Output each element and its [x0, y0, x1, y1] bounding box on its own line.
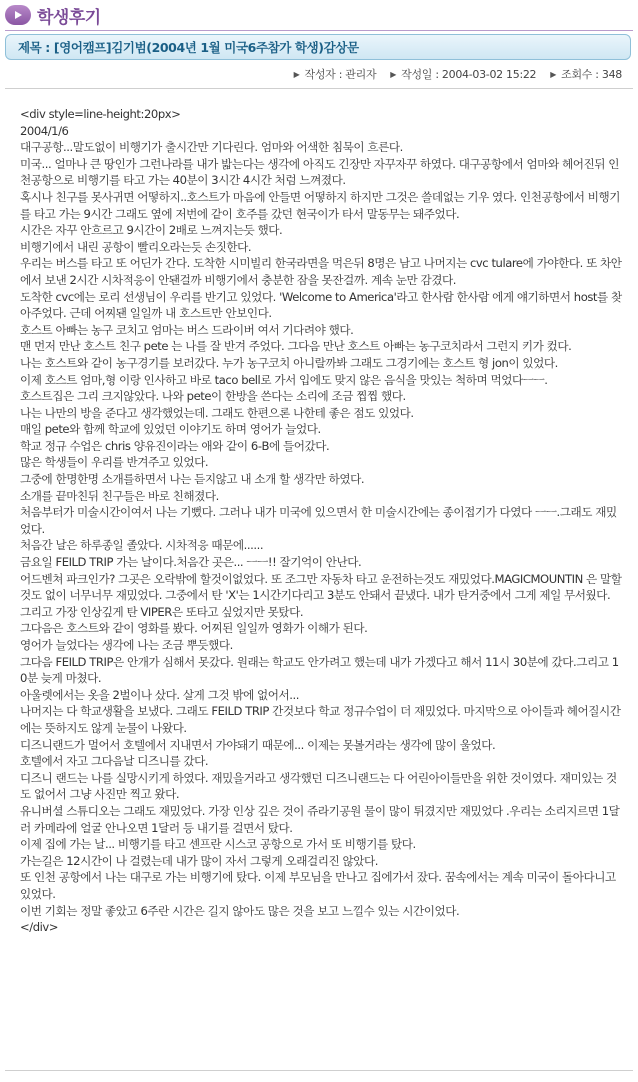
content-paragraph: 시간은 자꾸 안흐르고 9시간이 2배로 느껴지는듯 했다.	[20, 223, 283, 238]
content-paragraph: 영어가 늘었다는 생각에 나는 조금 뿌듯했다.	[20, 638, 233, 652]
content-paragraph: 많은 학생들이 우리를 반겨주고 있었다.	[20, 455, 209, 470]
content-paragraph: 금요일 FEILD TRIP 가는 날이다.처음간 곳은... ㅡㅡ!! 잘기억이 안난다.	[20, 555, 362, 570]
content-paragraph: 나는 나만의 방을 준다고 생각했었는데. 그래도 한편으론 나한테 좋은 점도 있었다.	[20, 405, 414, 420]
board-header	[5, 2, 101, 28]
content-paragraph: 나는 호스트와 같이 농구경기를 보러갔다. 누가 농구코치 아니랄까봐 그래도 그경기에는 호스트 형 jon이 있었다.	[20, 355, 558, 370]
content-paragraph: 도착한 cvc에는 로리 선생님이 우리를 반기고 있었다. 'Welcome to America'라고 한사람 한사람 에게 얘기하면서 host를 찾아주었다. 근데 어찌됀 일일까 내 호스트만 안보인다.	[20, 289, 622, 321]
content-paragraph: 비행기에서 내린 공항이 빨리오라는듯 손짓한다.	[20, 239, 252, 254]
content-paragraph: 소개를 끝마친뒤 친구들은 바로 친해졌다.	[20, 488, 219, 503]
content-paragraph: 호스트 아빠는 농구 코치고 엄마는 버스 드라이버 여서 기다려야 했다.	[20, 322, 354, 337]
post-date	[390, 66, 536, 82]
post-views-text: 조회수 : 348	[561, 68, 622, 81]
content-paragraph: 가는길은 12시간이 나 걸렸는데 내가 많이 자서 그렇게 오래걸리진 않았다.	[20, 853, 378, 868]
content-paragraph: 유니버셜 스튜디오는 그래도 재밌었다. 가장 인상 깊은 것이 쥬라기공원 물이 많이 튀겼지만 재밌었다 .우리는 소리지르면 1달러 카메라에 얼굴 안나오면 1달러 등 내기를 걸면서 탔다.	[20, 803, 620, 835]
content-paragraph: 우리는 버스를 타고 또 어딘가 간다. 도착한 시미빌리 한국라면을 먹은뒤 8명은 남고 나머지는 cvc tulare에 가야한다. 또 차안에서 보낸 2시간 시차적응이 안됀걸까 비행기에서 충분한 잠을 못잔걸까. 계속 눈만 감겼다.	[20, 256, 622, 287]
play-icon	[5, 5, 31, 25]
arrow-right-icon: ▶	[293, 69, 300, 79]
post-title-bar	[5, 34, 631, 60]
content-paragraph: 디즈니 랜드는 나를 실망시키게 하였다. 재밌을거라고 생각했던 디즈니랜드는 다 어린아이들만을 위한 것이였다. 재미있는 것도 없어서 그냥 사진만 찍고 왔다.	[20, 770, 617, 802]
content-paragraph: 대구공항...말도없이 비행기가 출시간만 기다린다. 엄마와 어색한 침묵이 흐른다.	[20, 140, 403, 155]
content-paragraph: 그중에 한명한명 소개를하면서 나는 듣지않고 내 소개 할 생각만 하였다.	[20, 472, 365, 487]
content-paragraph: 나머지는 다 학교생활을 보냈다. 그래도 FEILD TRIP 간것보다 학교 정규수업이 더 재밌었다. 마지막으로 아이들과 헤어질시간에는 뜻하지도 않게 눈물이 나왔다.	[20, 704, 621, 735]
post-author	[294, 66, 377, 82]
arrow-right-icon: ▶	[390, 69, 397, 79]
arrow-right-icon: ▶	[550, 69, 557, 79]
footer-divider	[5, 1070, 633, 1071]
content-paragraph: 디즈니랜드가 멀어서 호텔에서 지내면서 가야돼기 때문에... 이제는 못볼거라는 생각에 많이 울었다.	[20, 737, 496, 752]
content-paragraph: 매일 pete와 함께 학교에 있었던 이야기도 하며 영어가 늘었다.	[20, 422, 321, 437]
content-paragraph: 처음부터가 미술시간이여서 나는 기뻤다. 그러나 내가 미국에 있으면서 한 미술시간에는 종이접기가 다였다 ㅡㅡ.그래도 재밌었다.	[20, 505, 617, 536]
post-meta	[280, 66, 622, 82]
content-paragraph: 호텔에서 자고 그다음날 디즈니를 갔다.	[20, 754, 209, 769]
content-paragraph: 미국... 얼마나 큰 땅인가 그런나라를 내가 밟는다는 생각에 아직도 긴장만 자꾸자꾸 하였다. 대구공항에서 엄마와 헤어진뒤 인천공항으로 비행기를 타고 가는 40분이 3시간 4시간 처럼 느껴졌다.	[20, 156, 619, 188]
board-title: 학생후기	[37, 7, 101, 28]
content-paragraph: 혹시나 친구를 못사귀면 어떻하지..호스트가 마음에 안들면 어떻하지 하지만 그것은 쓸데없는 기우 였다. 인천공항에서 비행기를 타고 가는 9시간 그래도 옆에 저번에 같이 호주를 갔던 현국이가 타서 말동무는 돼주었다.	[20, 189, 620, 221]
content-paragraph: 맨 먼저 만난 호스트 친구 pete 는 나를 잘 반겨 주었다. 그다음 만난 호스트 아빠는 농구코치라서 그런지 키가 컸다.	[20, 339, 572, 354]
content-paragraph: 아울렛에서는 옷을 2벌이나 샀다. 살게 그것 밖에 없어서...	[20, 687, 300, 702]
meta-divider	[5, 88, 633, 89]
post-views	[550, 66, 622, 82]
content-paragraph: 그다음 FEILD TRIP은 안개가 심해서 못갔다. 원래는 학교도 안가려고 했는데 내가 가겠다고 해서 11시 30분에 갔다.그리고 10분 늦게 마쳤다.	[20, 654, 619, 686]
content-paragraph: </div>	[20, 920, 59, 935]
content-paragraph: 이제 호스트 엄마,형 이랑 인사하고 바로 taco bell로 가서 입에도 맞지 않은 음식을 맛있는 척하며 먹었다ㅡㅡ.	[20, 372, 548, 387]
post-date-text: 작성일 : 2004-03-02 15:22	[401, 68, 537, 81]
content-paragraph: 어드벤쳐 파크인가? 그곳은 오락밖에 할것이없었다. 또 조그만 자동차 타고 운전하는것도 재밌었다.MAGICMOUNTIN 은 말할것도 없이 너무너무 재밌었다. 그중에서 탄 'X'는 1시간기다리고 3분도 안돼서 끝냈다. 내가 탄거중에서 그게 제일 무서웠다.	[20, 571, 622, 603]
content-paragraph: 학교 정규 수업은 chris 양유진이라는 애와 같이 6-B에 들어갔다.	[20, 438, 330, 453]
content-paragraph: 호스트집은 그리 크지않았다. 나와 pete이 한방을 쓴다는 소리에 조금 찝찝 했다.	[20, 389, 406, 404]
post-title: [영어캠프]김기범(2004년 1월 미국6주참가 학생)감상문	[53, 40, 359, 55]
content-paragraph: 그리고 가장 인상깊게 탄 VIPER은 또타고 싶었지만 못탔다.	[20, 604, 304, 619]
post-content	[20, 106, 625, 936]
header-divider	[5, 30, 633, 31]
content-paragraph: 이번 기회는 정말 좋았고 6주란 시간은 길지 않아도 많은 것을 보고 느낄수 있는 시간이었다.	[20, 903, 460, 918]
content-paragraph: 이제 집에 가는 날... 비행기를 타고 센프란 시스코 공항으로 가서 또 비행기를 탔다.	[20, 837, 416, 852]
post-author-text: 작성자 : 관리자	[304, 68, 377, 81]
post-title-label: 제목 :	[18, 40, 50, 55]
content-paragraph: 그다음은 호스트와 같이 영화를 봤다. 어찌된 일일까 영화가 이해가 된다.	[20, 621, 368, 636]
content-paragraph: <div style=line-height:20px>	[20, 107, 181, 121]
content-paragraph: 2004/1/6	[20, 123, 69, 138]
content-paragraph: 또 인천 공항에서 나는 대구로 가는 비행기에 탔다. 이제 부모님을 만나고 집에가서 잤다. 꿈속에서는 계속 미국이 돌아다니고 있었다.	[20, 870, 616, 901]
content-paragraph: 처음간 날은 하루종일 졸았다. 시차적응 때문에......	[20, 538, 264, 553]
